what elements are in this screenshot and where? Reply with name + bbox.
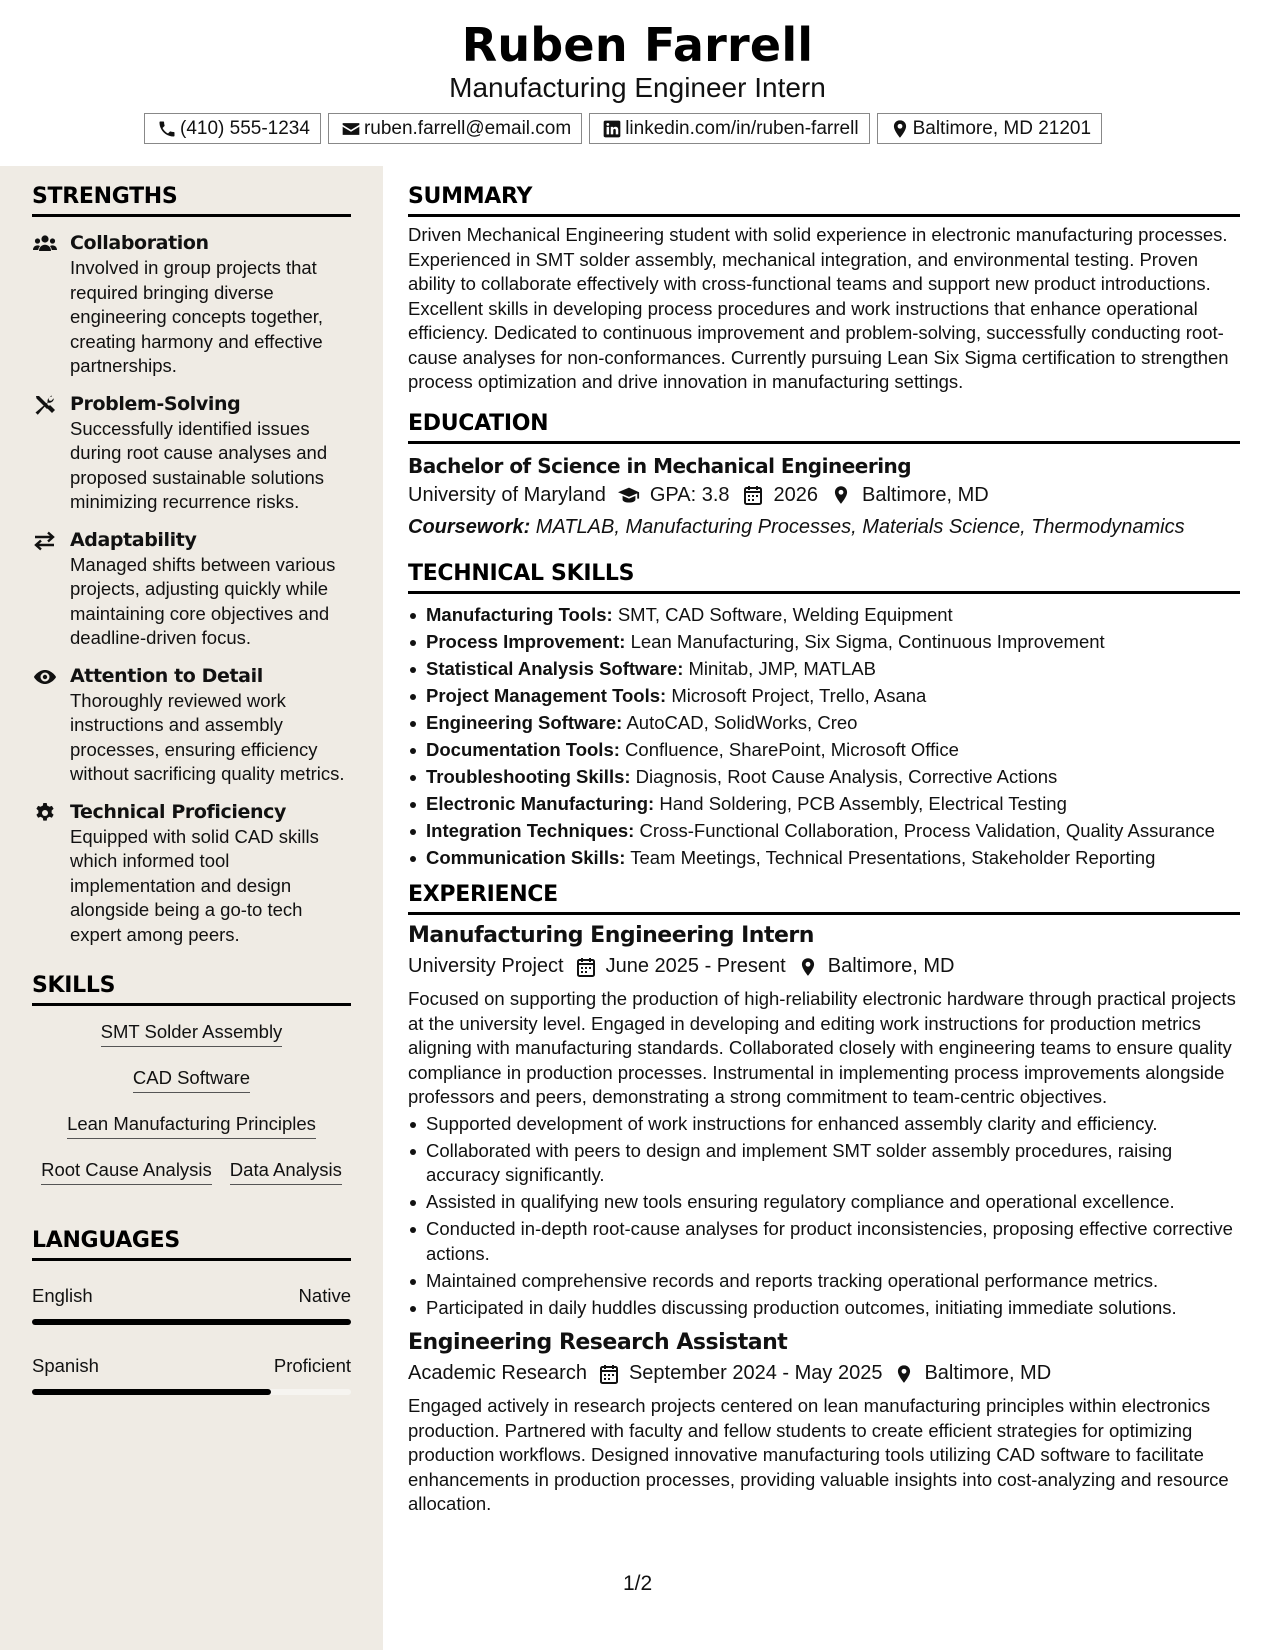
education-degree: Bachelor of Science in Mechanical Engineering — [408, 453, 912, 478]
language-bar — [32, 1319, 351, 1325]
strength-desc: Involved in group projects that required bringing diverse engineering concepts together, creating harmony and effective partnerships. — [70, 257, 324, 376]
job-title: Manufacturing Engineering Intern — [408, 923, 814, 948]
strength-title: Problem-Solving — [70, 392, 241, 415]
list-item: Troubleshooting Skills: Diagnosis, Root Cause Analysis, Corrective Actions — [408, 765, 1240, 790]
users-icon — [32, 233, 58, 255]
coursework-label: Coursework: — [408, 515, 531, 538]
technical-skills-title: TECHNICAL SKILLS — [408, 561, 1240, 594]
strengths-title: STRENGTHS — [32, 184, 351, 217]
list-item: Conducted in-depth root-cause analyses for product inconsistencies, proposing effective corrective actions. — [408, 1217, 1240, 1266]
strength-desc: Managed shifts between various projects, adjusting quickly while maintaining core objectives and deadline-driven focus. — [70, 553, 336, 648]
main-content — [408, 166, 1240, 1517]
education-gpa: GPA: 3.8 — [649, 483, 730, 506]
strength-desc: Equipped with solid CAD skills which informed tool implementation and design alongside being a go-to tech expert among peers. — [70, 825, 319, 945]
strength-item — [32, 664, 351, 787]
strength-title: Attention to Detail — [70, 664, 263, 687]
sidebar — [0, 166, 383, 1650]
list-item: Communication Skills: Team Meetings, Technical Presentations, Stakeholder Reporting — [408, 846, 1240, 871]
job-bullets — [408, 1112, 1240, 1321]
calendar-icon — [576, 957, 596, 977]
contact-row — [144, 113, 1102, 144]
list-item: Manufacturing Tools: SMT, CAD Software, Welding Equipment — [408, 603, 1240, 628]
job-entry — [408, 1330, 1240, 1517]
contact-location — [877, 113, 1102, 144]
job-description: Focused on supporting the production of high-reliability electronic hardware through practical projects at the university level. Engaged in developing and editing work instructions for production metrics aligning with manufacturing standards. Collaborated closely with engineering teams to ensure quality compliance in production processes. Instrumental in implementing process improvements alongside professors and peers, demonstrating a strong commitment to team-centric objectives. — [408, 988, 1236, 1107]
map-pin-icon — [894, 1364, 914, 1384]
experience-title: EXPERIENCE — [408, 882, 1240, 915]
education-year: 2026 — [773, 483, 819, 506]
list-item: Engineering Software: AutoCAD, SolidWorks, Creo — [408, 711, 1240, 736]
languages-title: LANGUAGES — [32, 1228, 351, 1261]
education-title: EDUCATION — [408, 411, 1240, 444]
calendar-icon — [742, 485, 764, 505]
contact-phone-text: (410) 555-1234 — [180, 117, 310, 139]
resume-header — [0, 0, 1275, 166]
contact-location-text: Baltimore, MD 21201 — [912, 117, 1092, 139]
contact-email-text: ruben.farrell@email.com — [363, 117, 572, 139]
candidate-title: Manufacturing Engineer Intern — [449, 72, 826, 103]
contact-email[interactable] — [328, 113, 582, 144]
list-item: Maintained comprehensive records and reports tracking operational performance metrics. — [408, 1269, 1240, 1294]
technical-skills-list — [408, 603, 1240, 871]
language-level: Native — [298, 1285, 351, 1306]
contact-linkedin[interactable] — [589, 113, 869, 144]
skill-tag: Data Analysis — [230, 1158, 342, 1185]
skill-tag: SMT Solder Assembly — [101, 1020, 283, 1047]
list-item: Assisted in qualifying new tools ensuring regulatory compliance and operational excellence. — [408, 1190, 1240, 1215]
tools-icon — [32, 394, 58, 416]
strength-title: Adaptability — [70, 528, 197, 551]
map-pin-icon — [890, 119, 910, 139]
list-item: Process Improvement: Lean Manufacturing, Six Sigma, Continuous Improvement — [408, 630, 1240, 655]
job-entry — [408, 923, 1240, 1320]
list-item: Electronic Manufacturing: Hand Soldering, PCB Assembly, Electrical Testing — [408, 792, 1240, 817]
graduation-cap-icon — [618, 485, 640, 505]
language-item — [32, 1285, 351, 1325]
job-title: Engineering Research Assistant — [408, 1330, 788, 1355]
contact-phone[interactable] — [144, 113, 321, 144]
strength-title: Collaboration — [70, 232, 209, 254]
language-level: Proficient — [273, 1355, 351, 1376]
envelope-icon — [341, 119, 361, 139]
calendar-icon — [599, 1364, 619, 1384]
phone-icon — [157, 119, 177, 139]
list-item: Project Management Tools: Microsoft Project, Trello, Asana — [408, 684, 1240, 709]
job-org: University Project — [408, 955, 564, 977]
job-dates: September 2024 - May 2025 — [628, 1362, 883, 1384]
job-location: Baltimore, MD — [924, 1362, 1052, 1384]
skill-tag: Root Cause Analysis — [41, 1158, 212, 1185]
candidate-name: Ruben Farrell — [461, 18, 814, 72]
list-item: Documentation Tools: Confluence, SharePoint, Microsoft Office — [408, 738, 1240, 763]
contact-linkedin-text: linkedin.com/in/ruben-farrell — [625, 117, 859, 139]
strength-item — [32, 528, 351, 651]
eye-icon — [32, 666, 58, 688]
skills-list — [32, 1020, 351, 1204]
coursework-list: MATLAB, Manufacturing Processes, Materials Science, Thermodynamics — [530, 515, 1185, 538]
gear-icon — [32, 802, 58, 824]
skills-title: SKILLS — [32, 973, 351, 1006]
summary-title: SUMMARY — [408, 184, 1240, 217]
strength-desc: Thoroughly reviewed work instructions and assembly processes, ensuring efficiency without sacrificing quality metrics. — [70, 689, 345, 784]
education-location: Baltimore, MD — [862, 483, 989, 506]
language-bar-fill — [32, 1389, 271, 1395]
strength-desc: Successfully identified issues during root cause analyses and proposed sustainable solutions minimizing recurrence risks. — [70, 417, 328, 512]
education-school: University of Maryland — [408, 483, 606, 506]
skill-tag: Lean Manufacturing Principles — [67, 1112, 316, 1139]
map-pin-icon — [830, 485, 852, 505]
language-bar-fill — [32, 1319, 351, 1325]
page-number: 1/2 — [623, 1572, 653, 1595]
job-meta — [408, 955, 1240, 978]
strength-item — [32, 231, 351, 379]
list-item: Participated in daily huddles discussing production outcomes, initiating immediate solutions. — [408, 1296, 1240, 1321]
strength-title: Technical Proficiency — [70, 800, 286, 823]
arrows-exchange-icon — [32, 530, 58, 552]
job-meta — [408, 1362, 1240, 1385]
job-dates: June 2025 - Present — [605, 955, 786, 977]
skill-tag: CAD Software — [133, 1066, 250, 1093]
strength-item — [32, 392, 351, 515]
list-item: Supported development of work instructions for enhanced assembly clarity and efficiency. — [408, 1112, 1240, 1137]
education-meta — [408, 484, 1240, 507]
job-location: Baltimore, MD — [827, 955, 955, 977]
language-name: Spanish — [32, 1355, 99, 1376]
strength-item — [32, 800, 351, 948]
list-item: Integration Techniques: Cross-Functional Collaboration, Process Validation, Quality Assurance — [408, 819, 1240, 844]
linkedin-icon — [602, 119, 622, 139]
job-description: Engaged actively in research projects centered on lean manufacturing principles within electronics production. Partnered with faculty and fellow students to create efficient strategies for optimizing production workflows. Designed innovative manufacturing tools utilizing CAD software to facilitate enhancements in production processes, providing valuable insights into cost-analyzing and resource allocation. — [408, 1395, 1229, 1514]
language-name: English — [32, 1285, 93, 1306]
job-org: Academic Research — [408, 1362, 587, 1384]
education-coursework — [408, 516, 1240, 539]
language-bar — [32, 1389, 351, 1395]
language-item — [32, 1355, 351, 1395]
map-pin-icon — [798, 957, 818, 977]
summary-text: Driven Mechanical Engineering student with solid experience in electronic manufacturing processes. Experienced in SMT solder assembly, mechanical integration, and environmental testing. Proven ability to collaborate effectively with cross-functional teams and support new product introductions. Excellent skills in developing process procedures and work instructions that enhance operational efficiency. Dedicated to continuous improvement and problem-solving, successfully conducting root-cause analyses for non-conformances. Currently pursuing Lean Six Sigma certification to strengthen process optimization and drive innovation in manufacturing settings. — [408, 224, 1229, 392]
list-item: Collaborated with peers to design and implement SMT solder assembly procedures, raising accuracy significantly. — [408, 1139, 1240, 1188]
list-item: Statistical Analysis Software: Minitab, JMP, MATLAB — [408, 657, 1240, 682]
